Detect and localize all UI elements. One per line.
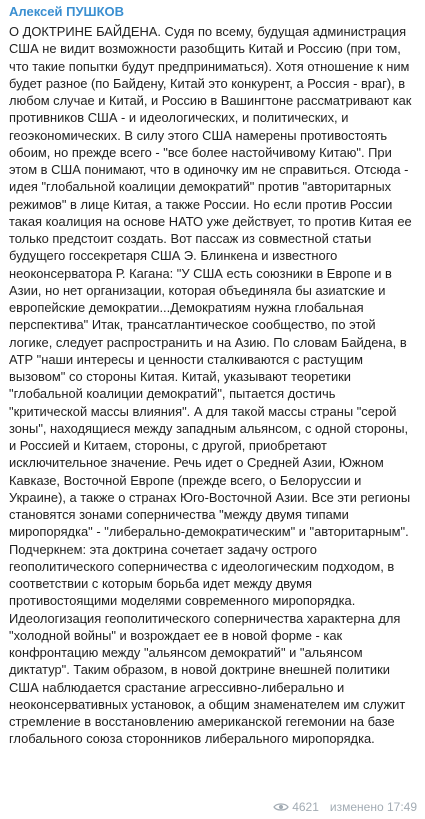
- post-author[interactable]: Алексей ПУШКОВ: [9, 4, 125, 19]
- post-meta: [273, 799, 417, 815]
- post-text: О ДОКТРИНЕ БАЙДЕНА. Судя по всему, будущая администрация США не видит возможности разобщить Китай и Россию (при том, что такие попытки будут предприниматься). Хотя отношение к ним будет разное (по Байдену, Китай это конкурент, а Россия - враг), в любом случае и Китай, и Россию в Вашингтоне рассматривают как противников США - и идеологических, и политических, и геоэкономических. В силу этого США намерены противостоять обоим, но прежде всего - "все более настойчивому Китаю". При этом в США понимают, что в одиночку им не справиться. Отсюда - идея "глобальной коалиции демократий" против "авторитарных режимов" в лице Китая, а также России. Но если против России такая коалиция на основе НАТО уже действует, то против Китая ее только предстоит создать. Вот пассаж из совместной статьи будущего госсекретаря США Э. Блинкена и известного неоконсерватора Р. Кагана: "У США есть союзники в Европе и в Азии, но нет организации, которая объединяла бы азиатские и европейские демократии...Демократиям нужна глобальная перспектива" Итак, трансатлантическое сообщество, по этой логике, следует распространить и на Азию. По словам Байдена, в АТР "наши интересы и ценности сталкиваются с растущим вызовом" со стороны Китая. Китай, указывают теоретики "глобальной коалиции демократий", пытается достичь "критической массы влияния". А для такой массы страны "серой зоны", находящиеся между западным альянсом, с одной стороны, и Россией и Китаем, стороны, с другой, приобретают исключительное значение. Речь идет о Средней Азии, Южном Кавказе, Восточной Европе (прежде всего, о Белоруссии и Украине), а также о странах Юго-Восточной Азии. Все эти регионы становятся зонами соперничества "между двумя типами миропорядка" - "либерально-демократическим" и "авторитарным". Подчеркнем: эта доктрина сочетает задачу острого геополитического соперничества с идеологическим подходом, в соответствии с которым борьба идет между двумя противостоящими моделями современного миропорядка. Идеологизация геополитического соперничества характерна для "холодной войны" и возрождает ее в новой форме - как конфронтацию между "альянсом демократий" и "альянсом диктатур". Таким образом, в новой доктрине внешней политики США наблюдается срастание агрессивно-либерально и неоконсервативных установок, а общим знаменателем им служит стремление в восстановлению американской гегемонии на базе глобального союза сторонников либерального миропорядка.: [9, 24, 412, 747]
- eye-icon: [273, 801, 289, 813]
- view-count: 4621: [292, 800, 319, 814]
- edited-timestamp: изменено 17:49: [329, 800, 417, 814]
